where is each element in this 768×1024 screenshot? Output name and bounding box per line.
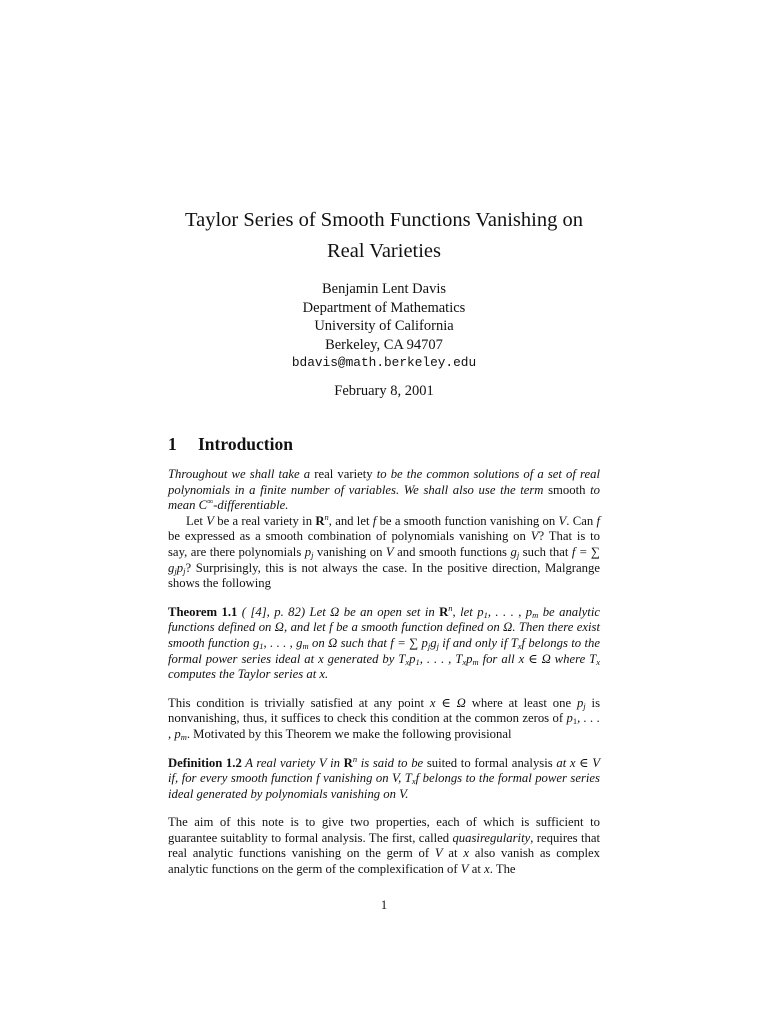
theorem-label: Theorem 1.1 bbox=[168, 604, 238, 619]
paper-date: February 8, 2001 bbox=[334, 383, 434, 399]
title-line-2: Real Varieties bbox=[326, 240, 442, 262]
author-university: University of California bbox=[314, 318, 454, 334]
author-name: Benjamin Lent Davis bbox=[321, 281, 447, 297]
author-city: Berkeley, CA 94707 bbox=[325, 336, 443, 353]
paragraph-conventions: Throughout we shall take a real variety to be the common solutions of a set of real polynomials in a finite number of variables. We shall also use the term smooth to mean C∞-differentiable. bbox=[168, 467, 600, 513]
section-title: Introduction bbox=[198, 434, 293, 454]
author-email[interactable]: bdavis@math.berkeley.edu bbox=[291, 355, 477, 370]
section-heading bbox=[168, 434, 293, 455]
title-line-1: Taylor Series of Smooth Functions Vanishing on bbox=[185, 209, 583, 231]
page-number: 1 bbox=[380, 898, 388, 912]
body-text bbox=[168, 467, 600, 878]
definition-label: Definition 1.2 bbox=[168, 755, 242, 770]
theorem-1-1: Theorem 1.1 ( [4], p. 82) Let Ω be an open set in $R^n$, let $p_1$, . . . , $p_m$ be analytic functions defined on Ω, and let f be a smooth function defined on Ω. Then there exist smooth function $g_1$, . . . , $g_m$ on Ω such that f = ∑ $p_jg_j$ if and only if $T_xf$ belongs to the formal power series ideal at x generated by $T_xp_1$, . . . , $T_xp_m$ for all x ∈ Ω where $T_x$ computes the Taylor series at x. bbox=[168, 602, 600, 682]
paragraph-condition: This condition is trivially satisfied at any point x ∈ Ω where at least one $p_j$ is nonvanishing, thus, it suffices to check this condition at the common zeros of $p_1$, . . . , $p_m$. Motivated by this Theorem we make the following provisional bbox=[168, 695, 601, 742]
author-block bbox=[0, 280, 768, 373]
paper-title bbox=[0, 205, 768, 267]
section-number: 1 bbox=[168, 434, 177, 454]
definition-1-2: Definition 1.2 A real variety V in $R^n$ is said to be suited to formal analysis at x ∈ V if, for every smooth function f vanishing on V, $T_xf$ belongs to the formal power series ideal generated by polynomials vanishing on V. bbox=[168, 753, 600, 801]
paragraph-aim: The aim of this note is to give two properties, each of which is sufficient to guarantee suitablity to formal analysis. The first, called quasiregularity, requires that real analytic functions vanishing on the germ of V at x also vanish as complex analytic functions on the germ of the complexification of V at x. The bbox=[168, 815, 600, 877]
paragraph-question: Let V be a real variety in $R^n$, and let f be a smooth function vanishing on V. Can f be expressed as a smooth combination of polynomials vanishing on V? That is to say, are there polynomials $p_j$ vanishing on V and smooth functions $g_j$ such that f = ∑ $g_jp_j$? Surprisingly, this is not always the case. In the positive direction, Malgrange shows the following bbox=[168, 511, 600, 591]
author-department: Department of Mathematics bbox=[302, 299, 466, 316]
